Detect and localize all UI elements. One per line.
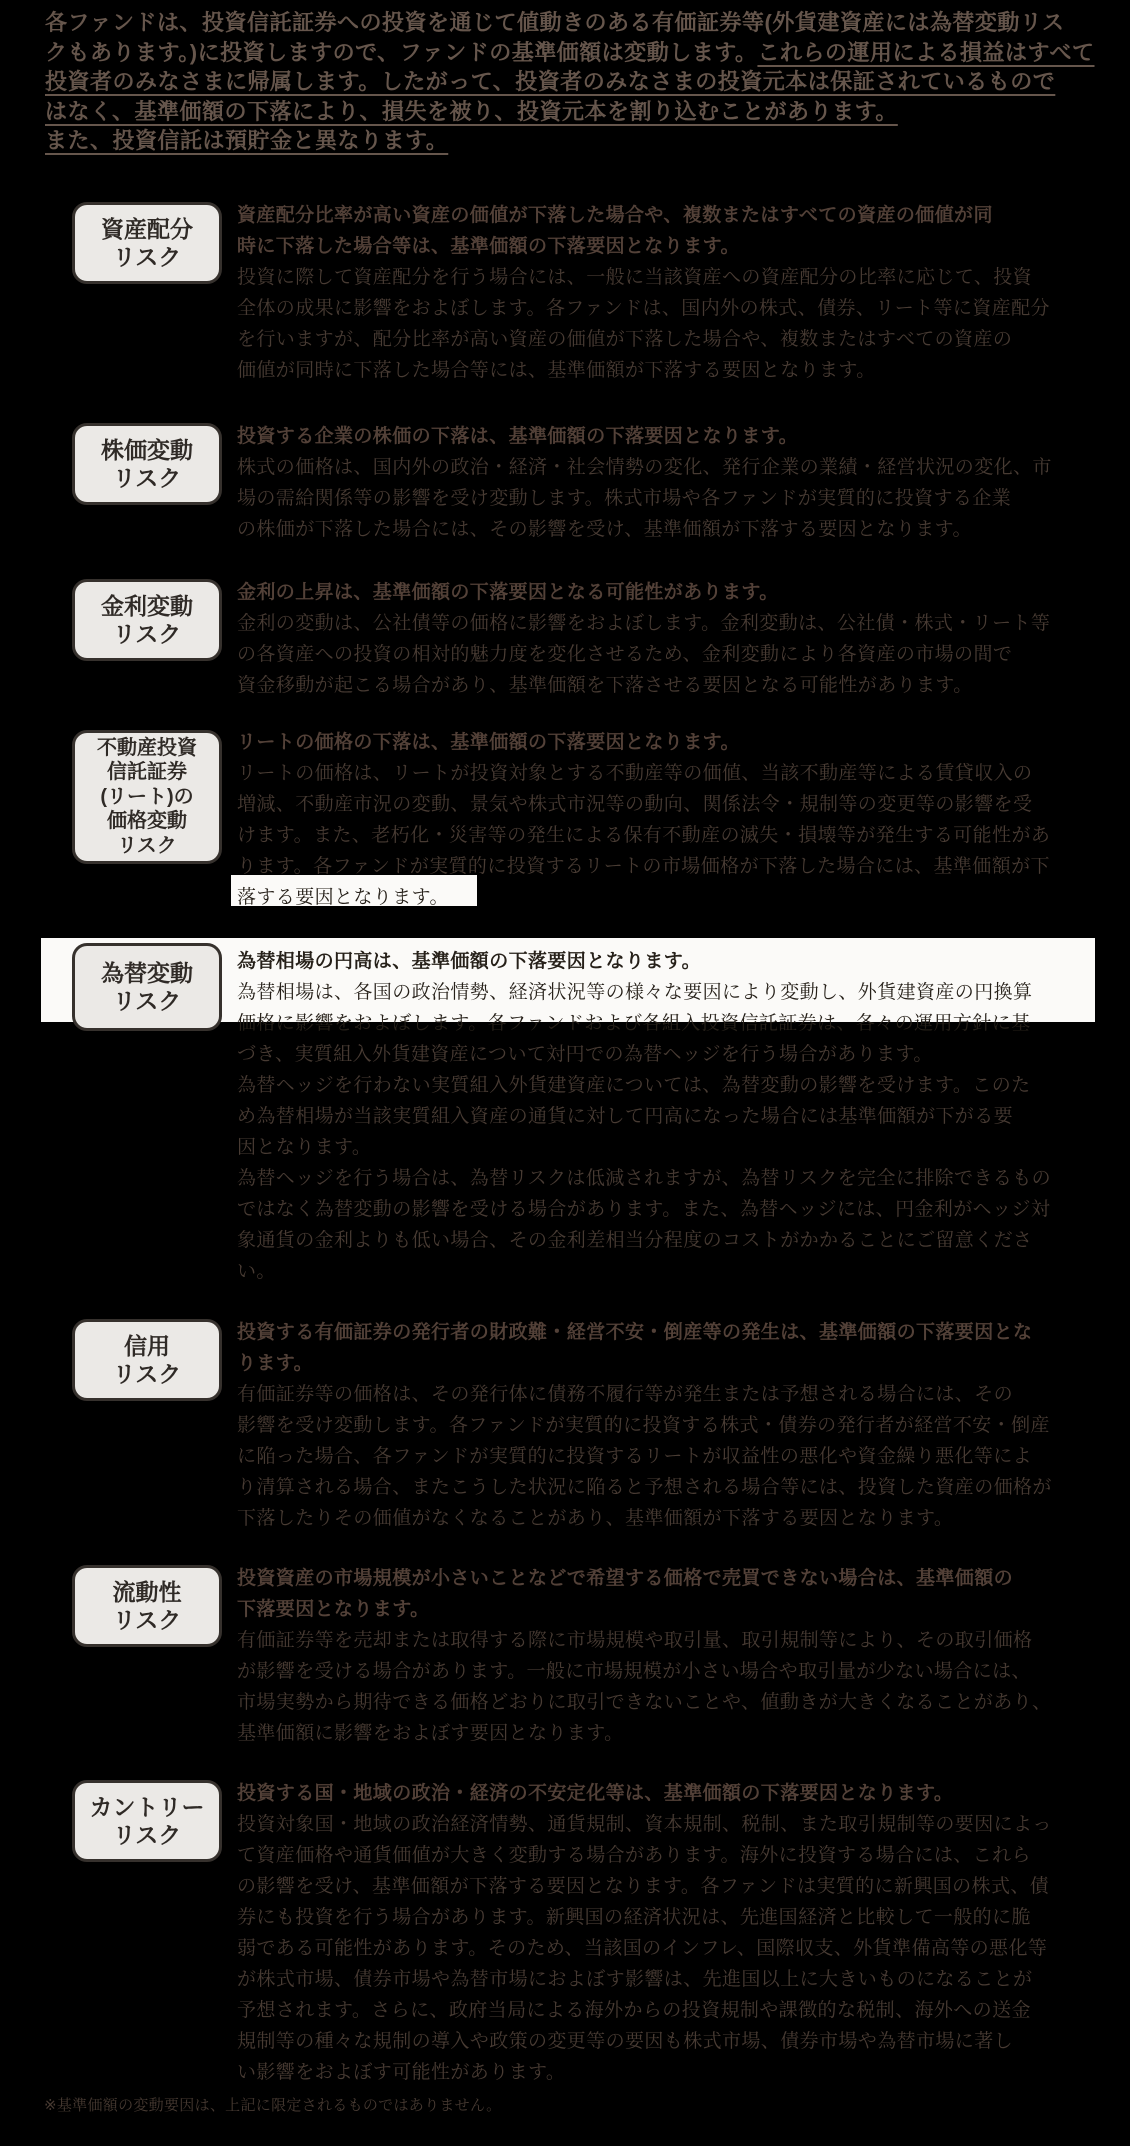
section-body — [237, 262, 1090, 386]
text-line: 投資資産の市場規模が小さいことなどで希望する価格で売買できない場合は、基準価額の — [237, 1568, 1014, 1589]
text-line: 金利の上昇は、基準価額の下落要因となる可能性があります。 — [237, 582, 779, 603]
section-credit-risk — [45, 1317, 1095, 1534]
section-heading — [237, 200, 1090, 262]
section-body — [237, 758, 1090, 913]
text-line: 投資する国・地域の政治・経済の不安定化等は、基準価額の下落要因となります。 — [237, 1783, 954, 1804]
text-line: を行いますが、配分比率が高い資産の価値が下落した場合や、複数またはすべての資産の — [237, 329, 1013, 350]
text-line: カントリー — [89, 1794, 205, 1820]
text-line: ります。各ファンドが実質的に投資するリートの市場価格が下落した場合には、基準価額が下 — [237, 856, 1050, 877]
section-country-risk — [45, 1778, 1095, 2088]
text-line: 為替相場は、各国の政治情勢、経済状況等の様々な要因により変動し、外貨建資産の円換算 — [237, 982, 1033, 1003]
section-content — [237, 938, 1090, 1287]
text-line: リスク — [112, 244, 182, 270]
text-line: 象通貨の金利よりも低い場合、その金利差相当分程度のコストがかかることにご留意くださ — [237, 1230, 1033, 1251]
text-line: 投資する企業の株価の下落は、基準価額の下落要因となります。 — [237, 426, 799, 447]
text-line: リスク — [112, 1822, 182, 1848]
text-line: 資金移動が起こる場合があり、基準価額を下落させる要因となる可能性があります。 — [237, 675, 973, 696]
footnote: ※基準価額の変動要因は、上記に限定されるものではありません。 — [44, 2097, 502, 2114]
text-line: リスク — [112, 1607, 182, 1633]
section-content — [237, 1563, 1090, 1749]
text-line: い。 — [237, 1261, 276, 1282]
text-line: 影響を受け変動します。各ファンドが実質的に投資する株式・債券の発行者が経営不安・倒産 — [237, 1415, 1050, 1436]
text-line: 投資対象国・地域の政治経済情勢、通貨規制、資本規制、税制、また取引規制等の要因によっ — [237, 1814, 1052, 1835]
section-heading — [237, 727, 1090, 758]
section-body — [237, 608, 1090, 701]
text-line: 株価変動 — [101, 437, 193, 463]
text-line: 価格に影響をおよぼします。各ファンドおよび各組入投資信託証券は、各々の運用方針に基 — [237, 1013, 1031, 1034]
text-line: て資産価格や通貨価値が大きく変動する場合があります。海外に投資する場合には、これら — [237, 1845, 1031, 1866]
text-line: 全体の成果に影響をおよぼします。各ファンドは、国内外の株式、債券、リート等に資産配分 — [237, 298, 1050, 319]
intro-line — [45, 126, 1095, 156]
section-heading — [237, 1778, 1090, 1809]
text-line: 時に下落した場合等は、基準価額の下落要因となります。 — [237, 236, 740, 257]
section-interest-rate-risk — [45, 577, 1095, 701]
text-line: に陥った場合、各ファンドが実質的に投資するリートが収益性の悪化や資金繰り悪化等によ — [237, 1446, 1033, 1467]
text-line: 場の需給関係等の影響を受け変動します。株式市場や各ファンドが実質的に投資する企業 — [237, 488, 1012, 509]
text-line: 不動産投資 — [97, 736, 197, 759]
intro-line — [45, 8, 1095, 38]
section-body — [237, 1625, 1090, 1749]
text-line: い影響をおよぼす可能性があります。 — [237, 2062, 566, 2083]
text-line: 投資する有価証券の発行者の財政難・経営不安・倒産等の発生は、基準価額の下落要因とな — [237, 1322, 1033, 1343]
section-content — [237, 421, 1090, 545]
risk-label-box — [72, 423, 222, 505]
text-line: 資産配分 — [101, 216, 193, 242]
section-content — [237, 1317, 1090, 1534]
text-line: 予想されます。さらに、政府当局による海外からの投資規制や課徴的な税制、海外への送金 — [237, 2000, 1031, 2021]
text-line: の各資産への投資の相対的魅力度を変化させるため、金利変動により各資産の市場の間で — [237, 644, 1013, 665]
text-line: 有価証券等を売却または取得する際に市場規模や取引量、取引規制等により、その取引価格 — [237, 1630, 1033, 1651]
text-line: ります。 — [237, 1353, 314, 1374]
text-line: 基準価額に影響をおよぼす要因となります。 — [237, 1723, 624, 1744]
text-line: けます。また、老朽化・災害等の発生による保有不動産の滅失・損壊等が発生する可能性があ — [237, 825, 1051, 846]
text-line: 弱である可能性があります。そのため、当該国のインフレ、国際収支、外貨準備高等の悪化等 — [237, 1938, 1048, 1959]
text-line: 因となります。 — [237, 1137, 372, 1158]
text-line: リスク — [112, 465, 182, 491]
text-line: 為替変動 — [101, 960, 193, 986]
risk-label-box — [72, 1780, 222, 1862]
section-body — [237, 1809, 1090, 2088]
section-reit-price-risk — [45, 727, 1095, 913]
section-heading — [237, 946, 1090, 977]
text-line: 規制等の種々な規制の導入や政策の変更等の要因も株式市場、債券市場や為替市場に著し — [237, 2031, 1014, 2052]
risk-label-box — [72, 579, 222, 661]
text-line: 投資に際して資産配分を行う場合には、一般に当該資産への資産配分の比率に応じて、投資 — [237, 267, 1033, 288]
risk-label-box — [72, 1319, 222, 1401]
text-line: 下落要因となります。 — [237, 1599, 430, 1620]
underlined-text: はなく、基準価額の下落により、損失を被り、投資元本を割り込むことがあります。 — [45, 98, 898, 124]
text-line: の影響を受け、基準価額が下落する要因となります。各ファンドは実質的に新興国の株式、債 — [237, 1876, 1050, 1897]
text-line: 流動性 — [112, 1579, 182, 1605]
section-content — [237, 727, 1090, 913]
text-line: 落する要因となります。 — [237, 887, 449, 908]
section-stock-price-risk — [45, 421, 1095, 545]
section-heading — [237, 1317, 1090, 1379]
text-line: 信託証券 — [107, 761, 187, 784]
text-line: 信用 — [124, 1333, 170, 1359]
text-line: が株式市場、債券市場や為替市場におよぼす影響は、先進国以上に大きいものになることが — [237, 1969, 1033, 1990]
intro-line — [45, 67, 1095, 97]
plain-text: 各ファンドは、投資信託証券への投資を通じて値動きのある有価証券等(外貨建資産には為替変動リス — [45, 10, 1065, 35]
text-line: 為替相場の円高は、基準価額の下落要因となります。 — [237, 951, 702, 972]
text-line: リスク — [112, 1361, 182, 1387]
text-line: が影響を受ける場合があります。一般に市場規模が小さい場合や取引量が少ない場合には、 — [237, 1661, 1031, 1682]
text-line: 株式の価格は、国内外の政治・経済・社会情勢の変化、発行企業の業績・経営状況の変化、市 — [237, 457, 1052, 478]
section-heading — [237, 577, 1090, 608]
risk-label-box — [72, 943, 222, 1031]
text-line: リスク — [112, 988, 182, 1014]
text-line: リスク — [117, 834, 177, 857]
plain-text: クもあります。)に投資しますので、ファンドの基準価額は変動します。 — [45, 39, 758, 65]
text-line: 市場実勢から期待できる価格どおりに取引できないことや、値動きが大きくなることがあり、 — [237, 1692, 1052, 1713]
text-line: ではなく為替変動の影響を受ける場合があります。また、為替ヘッジには、円金利がヘッジ対 — [237, 1199, 1051, 1220]
intro-line — [45, 97, 1095, 127]
risk-label-box — [72, 202, 222, 284]
risk-label-box — [72, 1565, 222, 1647]
section-heading — [237, 421, 1090, 452]
text-line: リスク — [112, 621, 182, 647]
text-line: 金利の変動は、公社債等の価格に影響をおよぼします。金利変動は、公社債・株式・リート等 — [237, 613, 1051, 634]
text-line: リートの価格の下落は、基準価額の下落要因となります。 — [237, 732, 740, 753]
text-line: づき、実質組入外貨建資産について対円での為替ヘッジを行う場合があります。 — [237, 1044, 933, 1065]
text-line: (リート)の — [100, 785, 194, 808]
text-line: 下落したりその価値がなくなることがあり、基準価額が下落する要因となります。 — [237, 1508, 954, 1529]
section-content — [237, 577, 1090, 701]
text-line: 資産配分比率が高い資産の価値が下落した場合や、複数またはすべての資産の価値が同 — [237, 205, 993, 226]
text-line: 価値が同時に下落した場合等には、基準価額が下落する要因となります。 — [237, 360, 876, 381]
risk-label-box — [72, 730, 222, 864]
text-line: 為替ヘッジを行う場合は、為替リスクは低減されますが、為替リスクを完全に排除できるもの — [237, 1168, 1052, 1189]
section-body — [237, 1379, 1090, 1534]
underlined-text: また、投資信託は預貯金と異なります。 — [45, 128, 449, 153]
section-asset-allocation-risk — [45, 200, 1095, 386]
text-line: 有価証券等の価格は、その発行体に債務不履行等が発生または予想される場合には、その — [237, 1384, 1014, 1405]
text-line: の株価が下落した場合には、その影響を受け、基準価額が下落する要因となります。 — [237, 519, 972, 540]
section-content — [237, 1778, 1090, 2088]
underlined-text: 投資者のみなさまに帰属します。したがって、投資者のみなさまの投資元本は保証されているもので — [45, 69, 1056, 94]
text-line: 増減、不動産市況の変動、景気や株式市況等の動向、関係法令・規制等の変更等の影響を受 — [237, 794, 1033, 815]
section-liquidity-risk — [45, 1563, 1095, 1749]
section-body — [237, 452, 1090, 545]
text-line: め為替相場が当該実質組入資産の通貨に対して円高になった場合には基準価額が下がる要 — [237, 1106, 1014, 1127]
text-line: リートの価格は、リートが投資対象とする不動産等の価値、当該不動産等による賃貸収入の — [237, 763, 1033, 784]
section-currency-risk — [45, 938, 1095, 1287]
section-content — [237, 200, 1090, 386]
section-heading — [237, 1563, 1090, 1625]
text-line: 価格変動 — [107, 810, 187, 833]
text-line: 金利変動 — [101, 593, 193, 619]
text-line: り清算される場合、またこうした状況に陥ると予想される場合等には、投資した資産の価格が — [237, 1477, 1052, 1498]
section-body — [237, 977, 1090, 1287]
intro-line — [45, 38, 1095, 68]
underlined-text: これらの運用による損益はすべて — [757, 39, 1095, 65]
text-line: 為替ヘッジを行わない実質組入外貨建資産については、為替変動の影響を受けます。このた — [237, 1075, 1031, 1096]
intro-paragraph — [45, 8, 1095, 156]
text-line: 券にも投資を行う場合があります。新興国の経済状況は、先進国経済と比較して一般的に脆 — [237, 1907, 1031, 1928]
